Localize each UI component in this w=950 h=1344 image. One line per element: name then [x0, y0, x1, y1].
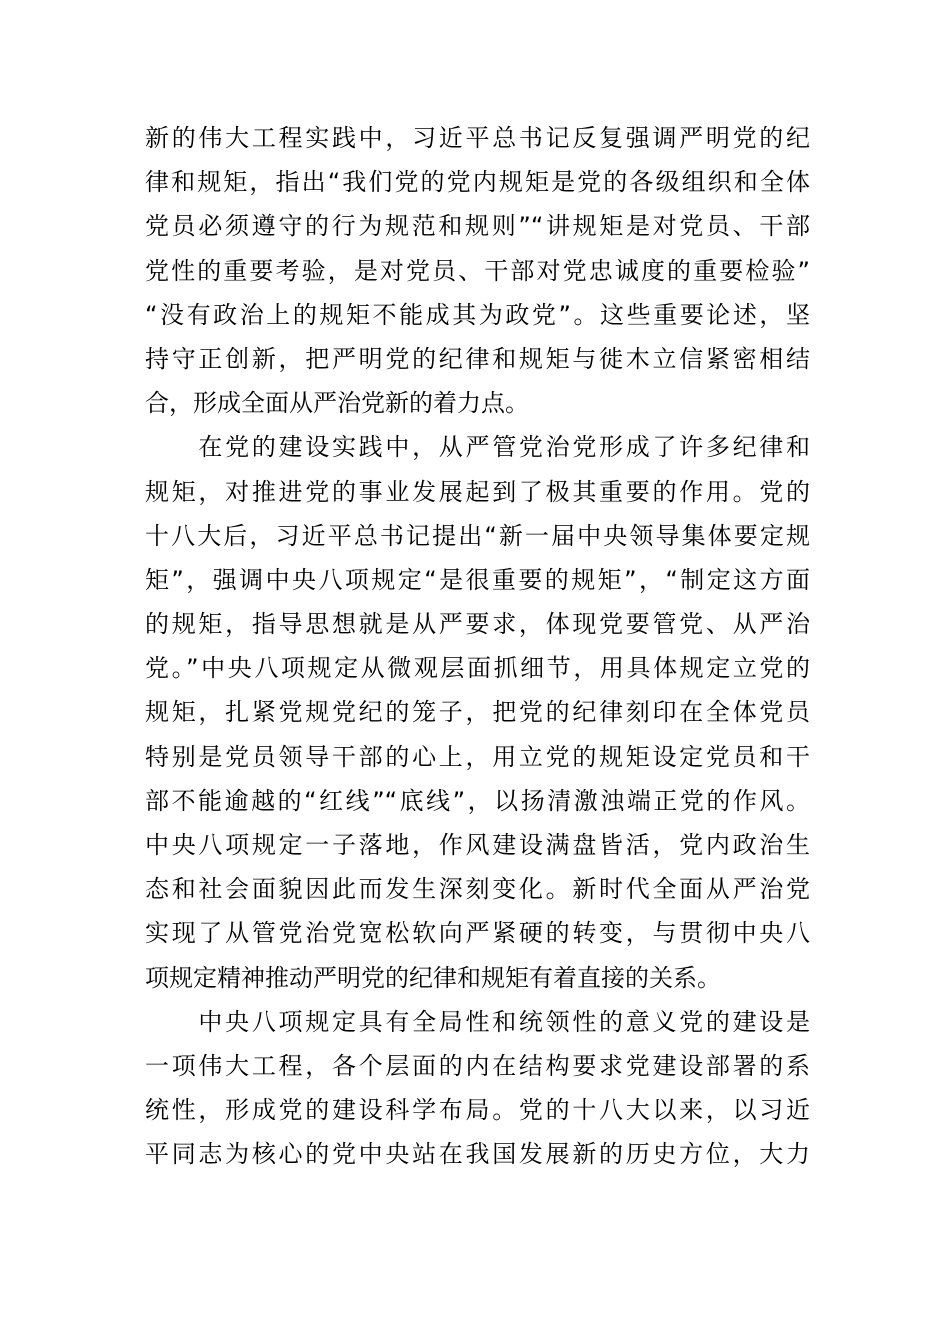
- text-line: 在党的建设实践中，从严管党治党形成了许多纪律和: [145, 433, 810, 462]
- text-line: 统性，形成党的建设科学布局。党的十八大以来，以习近: [145, 1096, 810, 1125]
- text-line: 中央八项规定一子落地，作风建设满盘皆活，党内政治生: [145, 831, 810, 859]
- text-line: 的规矩，指导思想就是从严要求，体现党要管党、从严治: [145, 610, 810, 639]
- text-line: 项规定精神推动严明党的纪律和规矩有着直接的关系。: [145, 963, 721, 992]
- text-line: 态和社会面貌因此而发生深刻变化。新时代全面从严治党: [145, 875, 810, 904]
- text-line: 党员必须遵守的行为规范和规则”“讲规矩是对党员、干部: [145, 212, 810, 241]
- text-line: 十八大后，习近平总书记提出“新一届中央领导集体要定规: [145, 521, 810, 550]
- text-line: “没有政治上的规矩不能成其为政党”。这些重要论述，坚: [145, 300, 810, 329]
- text-line: 特别是党员领导干部的心上，用立党的规矩设定党员和干: [145, 742, 810, 771]
- text-line: 矩”，强调中央八项规定“是很重要的规矩”，“制定这方面: [145, 565, 810, 594]
- text-line: 持守正创新，把严明党的纪律和规矩与徙木立信紧密相结: [145, 344, 810, 373]
- text-line: 合，形成全面从严治党新的着力点。: [145, 389, 529, 418]
- text-line: 部不能逾越的“红线”“底线”，以扬清激浊端正党的作风。: [145, 786, 810, 815]
- text-line: 律和规矩，指出“我们党的党内规矩是党的各级组织和全体: [145, 168, 810, 197]
- text-line: 一项伟大工程，各个层面的内在结构要求党建设部署的系: [145, 1051, 810, 1080]
- body-text: [145, 116, 810, 1177]
- text-line: 党性的重要考验，是对党员、干部对党忠诚度的重要检验”: [145, 256, 810, 285]
- text-line: 党。”中央八项规定从微观层面抓细节，用具体规定立党的: [145, 654, 810, 683]
- text-line: 实现了从管党治党宽松软向严紧硬的转变，与贯彻中央八: [145, 919, 810, 948]
- text-line: 中央八项规定具有全局性和统领性的意义党的建设是: [145, 1007, 810, 1036]
- text-line: 新的伟大工程实践中，习近平总书记反复强调严明党的纪: [145, 124, 810, 152]
- text-line: 规矩，扎紧党规党纪的笼子，把党的纪律刻印在全体党员: [145, 698, 810, 727]
- text-line: 平同志为核心的党中央站在我国发展新的历史方位，大力: [145, 1140, 810, 1169]
- text-line: 规矩，对推进党的事业发展起到了极其重要的作用。党的: [145, 477, 810, 506]
